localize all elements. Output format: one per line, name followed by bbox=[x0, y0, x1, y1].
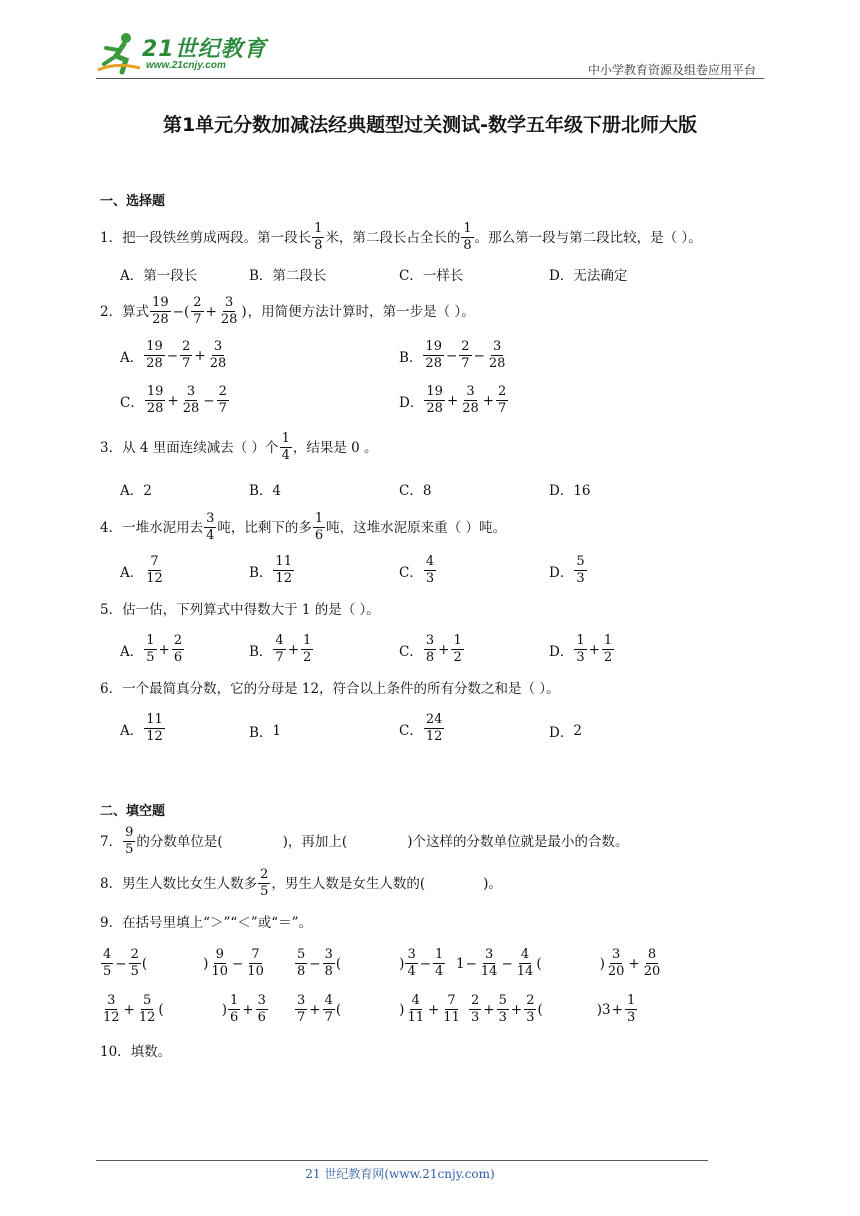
q9-item-5: $\frac{3}{7}$ + $\frac{4}{7}$ ( ) $\frac{4}{11}$ + $\frac{7}{11}$ bbox=[297, 993, 460, 1025]
q1-option-a[interactable]: A．第一段长 bbox=[120, 268, 198, 284]
q2-option-a[interactable]: A． $\frac{19}{28}$ − $\frac{2}{7}$ + $\frac{3}{28}$ bbox=[120, 339, 227, 371]
q1-option-b[interactable]: B．第二段长 bbox=[249, 268, 327, 284]
section-fill-heading: 二、填空题 bbox=[100, 804, 166, 819]
q1-fraction-1: $\frac{1}{8}$ bbox=[314, 221, 323, 253]
q6-option-b[interactable]: B． 1 bbox=[249, 723, 282, 741]
question-5: 5．估一估，下列算式中得数大于 1 的是（ ）。 bbox=[100, 602, 380, 618]
question-6: 6．一个最简真分数，它的分母是 12，符合以上条件的所有分数之和是（ ）。 bbox=[100, 681, 560, 697]
q4-fraction-2: $\frac{1}{6}$ bbox=[314, 511, 324, 543]
q8-fraction: $\frac{2}{5}$ bbox=[260, 867, 269, 899]
q4-option-d[interactable]: D． $\frac{5}{3}$ bbox=[549, 554, 585, 586]
q1-stem-a: 1．把一段铁丝剪成两段。第一段长 bbox=[100, 229, 312, 246]
q5-option-b[interactable]: B． $\frac{4}{7}$ + $\frac{1}{2}$ bbox=[249, 633, 312, 665]
question-3: 3．从 4 里面连续减去（ ）个 $\frac{1}{4}$ ，结果是 0 。 bbox=[100, 431, 378, 463]
q6-option-d[interactable]: D． 2 bbox=[549, 723, 582, 741]
q5-option-a[interactable]: A． $\frac{1}{5}$ + $\frac{2}{6}$ bbox=[120, 633, 183, 665]
q7-fraction: $\frac{9}{5}$ bbox=[125, 825, 134, 857]
q2-frac-3-28: $\frac{3}{28}$ bbox=[220, 295, 238, 327]
q1-stem-b: 米，第二段长占全长的 bbox=[325, 229, 461, 246]
question-7: 7． $\frac{9}{5}$ 的分数单位是( )，再加上( )个这样的分数单位就是最小的合数。 bbox=[100, 825, 629, 857]
q2-option-b[interactable]: B． $\frac{19}{28}$ − $\frac{2}{7}$ − $\frac{3}{28}$ bbox=[399, 339, 506, 371]
logo-text: 21世纪教育 bbox=[142, 37, 267, 62]
q9-item-2: $\frac{5}{8}$ − $\frac{3}{8}$ ( ) $\frac{3}{4}$ − $\frac{1}{4}$ bbox=[297, 947, 444, 979]
question-10: 10．填数。 bbox=[100, 1044, 172, 1060]
q6-option-a[interactable]: A． $\frac{11}{12}$ bbox=[120, 712, 163, 744]
footer-divider bbox=[96, 1160, 708, 1161]
q1-option-d[interactable]: D．无法确定 bbox=[549, 268, 628, 284]
page-title: 第1单元分数加减法经典题型过关测试-数学五年级下册北师大版 bbox=[162, 114, 698, 136]
q9-item-3: 1 − $\frac{3}{14}$ − $\frac{4}{14}$ ( ) $\frac{3}{20}$ + $\frac{8}{20}$ bbox=[456, 947, 661, 979]
q4-option-c[interactable]: C． $\frac{4}{3}$ bbox=[399, 554, 435, 586]
q3-option-c[interactable]: C．8 bbox=[399, 483, 432, 499]
header-divider bbox=[96, 78, 764, 79]
header-tagline: 中小学教育资源及组卷应用平台 bbox=[587, 63, 756, 77]
q5-option-c[interactable]: C． $\frac{3}{8}$ + $\frac{1}{2}$ bbox=[399, 633, 462, 665]
q4-fraction-1: $\frac{3}{4}$ bbox=[206, 511, 215, 543]
q4-option-a[interactable]: A． $\frac{7}{12}$ bbox=[120, 554, 163, 586]
q2-frac-2-7: $\frac{2}{7}$ bbox=[193, 295, 202, 327]
q2-option-c[interactable]: C． $\frac{19}{28}$ + $\frac{3}{28}$ − $\frac{2}{7}$ bbox=[120, 384, 227, 416]
q3-option-d[interactable]: D．16 bbox=[549, 483, 591, 499]
footer-text: 21 世纪教育网(www.21cnjy.com) bbox=[305, 1167, 495, 1181]
site-logo bbox=[96, 30, 266, 80]
q2-option-d[interactable]: D． $\frac{19}{28}$ + $\frac{3}{28}$ + $\frac{2}{7}$ bbox=[399, 384, 507, 416]
q1-stem-c: 。那么第一段与第二段比较，是（ ）。 bbox=[474, 229, 702, 246]
q2-frac-19-28: $\frac{19}{28}$ bbox=[152, 295, 169, 327]
question-8: 8．男生人数比女生人数多 $\frac{2}{5}$ ，男生人数是女生人数的( )。 bbox=[100, 867, 502, 899]
runner-logo-icon bbox=[96, 30, 142, 76]
q5-option-d[interactable]: D． $\frac{1}{3}$ + $\frac{1}{2}$ bbox=[549, 633, 613, 665]
question-1 bbox=[100, 222, 702, 253]
section-choice-heading: 一、选择题 bbox=[100, 194, 166, 209]
q3-fraction: $\frac{1}{4}$ bbox=[281, 431, 290, 463]
q4-option-b[interactable]: B． $\frac{11}{12}$ bbox=[249, 554, 292, 586]
q3-option-a[interactable]: A．2 bbox=[120, 483, 152, 499]
question-4: 4．一堆水泥用去 $\frac{3}{4}$ 吨，比剩下的多 $\frac{1}{6}$ 吨，这堆水泥原来重（ ）吨。 bbox=[100, 511, 506, 543]
q1-fraction-2: $\frac{1}{8}$ bbox=[463, 221, 472, 253]
q9-item-6: $\frac{2}{3}$ + $\frac{5}{3}$ + $\frac{2}{3}$ ( ) 3 + $\frac{1}{3}$ bbox=[471, 993, 636, 1025]
q2-stem-b: ，用简便方法计算时，第一步是（ ）。 bbox=[247, 303, 475, 320]
q9-item-1: $\frac{4}{5}$ − $\frac{2}{5}$ ( ) $\frac{9}{10}$ − $\frac{7}{10}$ bbox=[103, 947, 264, 979]
q6-option-c[interactable]: C． $\frac{24}{12}$ bbox=[399, 712, 443, 744]
q2-stem-a: 2．算式 bbox=[100, 303, 150, 320]
question-9: 9．在括号里填上“＞”“＜”或“＝”。 bbox=[100, 915, 312, 931]
logo-url: www.21cnjy.com bbox=[146, 60, 226, 71]
question-2: 2．算式 $\frac{19}{28}$ −( $\frac{2}{7}$ + $\frac{3}{28}$ ) ，用简便方法计算时，第一步是（ ）。 bbox=[100, 295, 475, 327]
q9-item-4: $\frac{3}{12}$ + $\frac{5}{12}$ ( ) $\frac{1}{6}$ + $\frac{3}{6}$ bbox=[103, 993, 266, 1025]
q1-option-c[interactable]: C．一样长 bbox=[399, 268, 464, 284]
q3-option-b[interactable]: B．4 bbox=[249, 483, 282, 499]
